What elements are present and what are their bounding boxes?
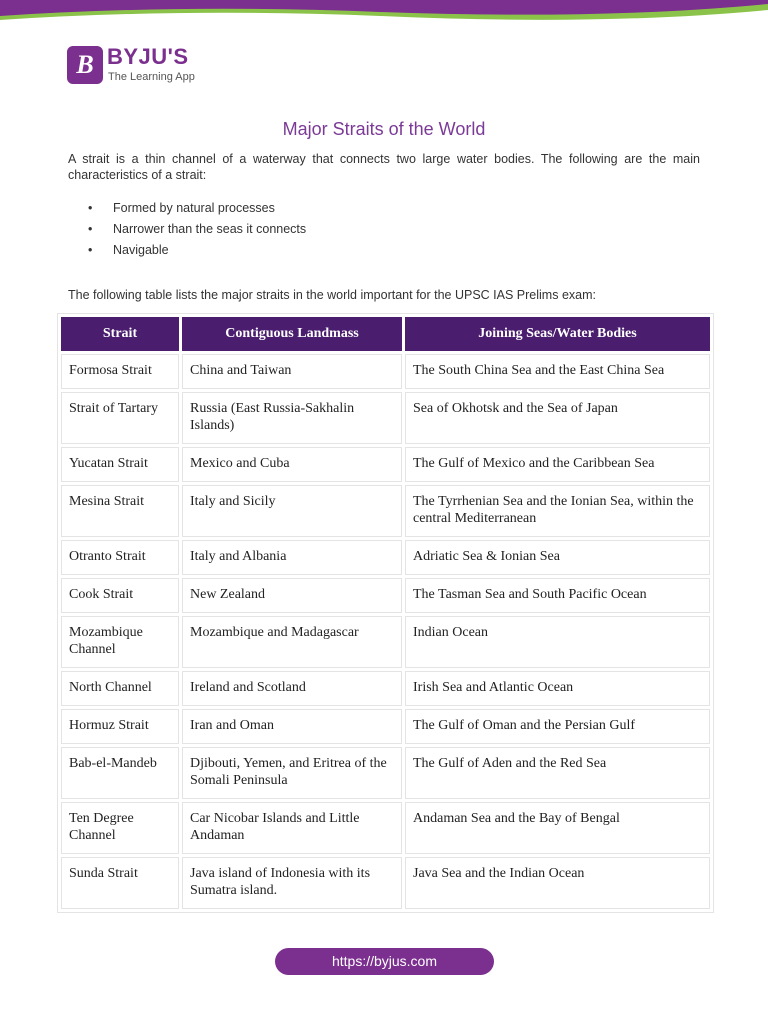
cell-seas: The Tasman Sea and South Pacific Ocean	[405, 578, 710, 613]
logo-tagline: The Learning App	[108, 71, 195, 83]
footer-link-button[interactable]: https://byjus.com	[275, 948, 494, 975]
header-landmass: Contiguous Landmass	[182, 317, 402, 351]
byjus-logo[interactable]	[67, 46, 207, 88]
table-intro: The following table lists the major straits in the world important for the UPSC IAS Prelims exam:	[68, 288, 596, 302]
cell-landmass: Mexico and Cuba	[182, 447, 402, 482]
table-row	[61, 392, 710, 444]
logo-mark: B	[67, 46, 103, 84]
header-decoration	[0, 0, 768, 28]
cell-landmass: Russia (East Russia-Sakhalin Islands)	[182, 392, 402, 444]
cell-seas: The Gulf of Aden and the Red Sea	[405, 747, 710, 799]
cell-landmass: Java island of Indonesia with its Sumatra island.	[182, 857, 402, 909]
cell-strait: Ten Degree Channel	[61, 802, 179, 854]
table-row	[61, 540, 710, 575]
list-item: • Formed by natural processes	[68, 200, 306, 221]
cell-seas: The South China Sea and the East China Sea	[405, 354, 710, 389]
table-row	[61, 616, 710, 668]
table-row	[61, 447, 710, 482]
cell-landmass: Ireland and Scotland	[182, 671, 402, 706]
cell-strait: Mesina Strait	[61, 485, 179, 537]
cell-landmass: China and Taiwan	[182, 354, 402, 389]
cell-seas: The Tyrrhenian Sea and the Ionian Sea, within the central Mediterranean	[405, 485, 710, 537]
cell-landmass: Italy and Albania	[182, 540, 402, 575]
cell-seas: Indian Ocean	[405, 616, 710, 668]
table-row	[61, 578, 710, 613]
straits-table-wrapper	[57, 313, 714, 913]
list-item: • Navigable	[68, 242, 306, 263]
cell-landmass: Djibouti, Yemen, and Eritrea of the Somali Peninsula	[182, 747, 402, 799]
table-row	[61, 857, 710, 909]
table-row	[61, 354, 710, 389]
cell-seas: Adriatic Sea & Ionian Sea	[405, 540, 710, 575]
header-strait: Strait	[61, 317, 179, 351]
logo-name: BYJU'S	[107, 44, 189, 69]
header-joining-seas: Joining Seas/Water Bodies	[405, 317, 710, 351]
cell-seas: Irish Sea and Atlantic Ocean	[405, 671, 710, 706]
cell-landmass: Italy and Sicily	[182, 485, 402, 537]
cell-strait: North Channel	[61, 671, 179, 706]
cell-seas: Andaman Sea and the Bay of Bengal	[405, 802, 710, 854]
cell-strait: Cook Strait	[61, 578, 179, 613]
cell-strait: Hormuz Strait	[61, 709, 179, 744]
cell-seas: The Gulf of Mexico and the Caribbean Sea	[405, 447, 710, 482]
cell-strait: Strait of Tartary	[61, 392, 179, 444]
intro-paragraph: A strait is a thin channel of a waterway that connects two large water bodies. The following are the main characteristics of a strait:	[68, 152, 700, 182]
cell-landmass: Iran and Oman	[182, 709, 402, 744]
characteristics-list	[68, 200, 306, 263]
table-row	[61, 747, 710, 799]
cell-landmass: New Zealand	[182, 578, 402, 613]
cell-strait: Bab-el-Mandeb	[61, 747, 179, 799]
cell-seas: Sea of Okhotsk and the Sea of Japan	[405, 392, 710, 444]
cell-strait: Formosa Strait	[61, 354, 179, 389]
table-header-row	[61, 317, 710, 351]
table-row	[61, 485, 710, 537]
table-row	[61, 709, 710, 744]
table-row	[61, 671, 710, 706]
page-title: Major Straits of the World	[282, 119, 486, 139]
cell-seas: The Gulf of Oman and the Persian Gulf	[405, 709, 710, 744]
cell-strait: Otranto Strait	[61, 540, 179, 575]
table-row	[61, 802, 710, 854]
cell-seas: Java Sea and the Indian Ocean	[405, 857, 710, 909]
cell-landmass: Car Nicobar Islands and Little Andaman	[182, 802, 402, 854]
cell-strait: Sunda Strait	[61, 857, 179, 909]
straits-table	[57, 313, 714, 913]
list-item: • Narrower than the seas it connects	[68, 221, 306, 242]
cell-landmass: Mozambique and Madagascar	[182, 616, 402, 668]
cell-strait: Yucatan Strait	[61, 447, 179, 482]
cell-strait: Mozambique Channel	[61, 616, 179, 668]
